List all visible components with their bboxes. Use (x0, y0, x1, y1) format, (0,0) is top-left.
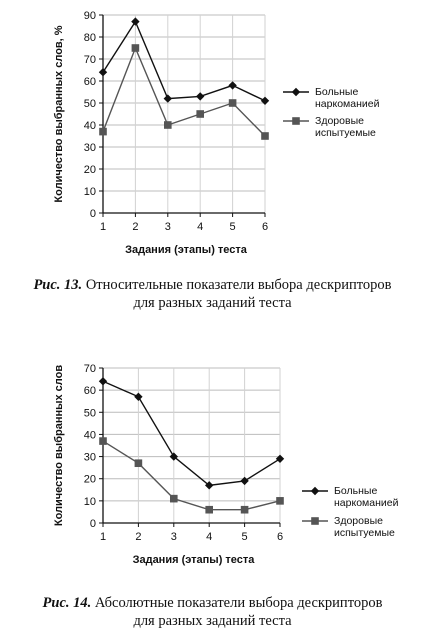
y-tick-label: 40 (83, 120, 96, 132)
data-point-diamond (228, 81, 236, 89)
legend-marker-square (292, 117, 300, 125)
chart-absolute-svg (0, 345, 425, 585)
x-axis-title: Задания (этапы) теста (125, 244, 247, 256)
data-point-square (205, 506, 213, 514)
data-point-diamond (164, 94, 172, 102)
x-tick-label: 1 (99, 531, 107, 543)
y-tick-label: 60 (83, 385, 96, 398)
caption-fig-14 (0, 594, 425, 630)
data-point-diamond (276, 455, 284, 463)
x-tick-label: 3 (164, 221, 171, 233)
x-tick-label: 2 (132, 221, 139, 233)
y-tick-label: 20 (83, 473, 96, 486)
caption-fig-14-line2: для разных заданий теста (133, 613, 292, 629)
series-line-1 (103, 22, 265, 101)
y-tick-label: 60 (83, 76, 96, 88)
x-tick-label: 5 (229, 221, 236, 233)
y-tick-label: 0 (89, 518, 96, 530)
x-tick-label: 2 (135, 531, 142, 543)
x-tick-label: 4 (197, 221, 204, 233)
x-axis-title: Задания (этапы) теста (132, 554, 255, 566)
y-tick-label: 10 (83, 186, 96, 198)
series-line-2 (103, 48, 265, 136)
data-point-square (229, 99, 237, 107)
data-point-square (164, 121, 172, 129)
caption-fig-13-line1: Относительные показатели выбора дескрипторов (85, 277, 392, 293)
caption-fig-13-line2: для разных заданий теста (133, 295, 292, 311)
legend-marker-square (311, 517, 319, 525)
legend-marker-diamond (292, 88, 300, 96)
y-tick-label: 90 (83, 10, 96, 22)
y-tick-label: 70 (83, 54, 96, 66)
data-point-diamond (99, 68, 107, 76)
legend-label-1: наркоманией (334, 497, 399, 509)
x-tick-label: 1 (99, 221, 107, 233)
data-point-diamond (134, 393, 142, 401)
x-tick-label: 3 (170, 531, 177, 543)
data-point-diamond (131, 17, 139, 25)
caption-fig-14-line1: Абсолютные показатели выбора дескрипторов (94, 595, 383, 611)
data-point-square (99, 128, 107, 136)
data-point-square (276, 497, 284, 505)
y-tick-label: 80 (83, 32, 96, 44)
legend-label-2: испытуемые (334, 527, 395, 539)
y-tick-label: 10 (83, 495, 96, 508)
data-point-square (99, 437, 107, 445)
chart-relative (0, 0, 425, 270)
data-point-diamond (261, 97, 269, 105)
y-axis-title: Количество выбранных слов (53, 364, 65, 527)
data-point-diamond (240, 477, 248, 485)
y-tick-label: 50 (83, 98, 96, 110)
legend-label-1: Больные (315, 86, 359, 98)
data-point-square (170, 495, 178, 503)
legend-label-2: испытуемые (315, 127, 376, 139)
x-tick-label: 5 (241, 531, 248, 543)
data-point-diamond (99, 377, 107, 385)
data-point-square (241, 506, 249, 514)
y-tick-label: 30 (83, 142, 96, 154)
legend-label-1: наркоманией (315, 98, 380, 110)
data-point-diamond (196, 92, 204, 100)
legend-label-2: Здоровые (315, 115, 364, 127)
y-tick-label: 50 (83, 407, 96, 420)
y-tick-label: 0 (89, 208, 96, 220)
y-axis-title: Количество выбранных слов, % (53, 25, 65, 203)
data-point-square (135, 459, 143, 467)
x-tick-label: 6 (261, 221, 269, 233)
x-tick-label: 6 (276, 531, 284, 543)
caption-fig-13-label: Рис. 13. (33, 277, 83, 293)
data-point-square (132, 44, 140, 52)
chart-absolute (0, 345, 425, 585)
data-point-square (196, 110, 204, 118)
legend-label-1: Больные (334, 485, 378, 497)
chart-relative-svg (0, 0, 425, 270)
y-tick-label: 30 (83, 451, 96, 464)
series-line-1 (103, 381, 280, 485)
data-point-square (261, 132, 269, 140)
legend-label-2: Здоровые (334, 515, 383, 527)
caption-fig-14-label: Рис. 14. (42, 595, 92, 611)
x-tick-label: 4 (206, 531, 213, 543)
y-tick-label: 40 (83, 429, 96, 442)
legend-marker-diamond (311, 487, 319, 495)
y-tick-label: 20 (83, 164, 96, 176)
y-tick-label: 70 (83, 363, 96, 375)
caption-fig-13 (0, 276, 425, 312)
